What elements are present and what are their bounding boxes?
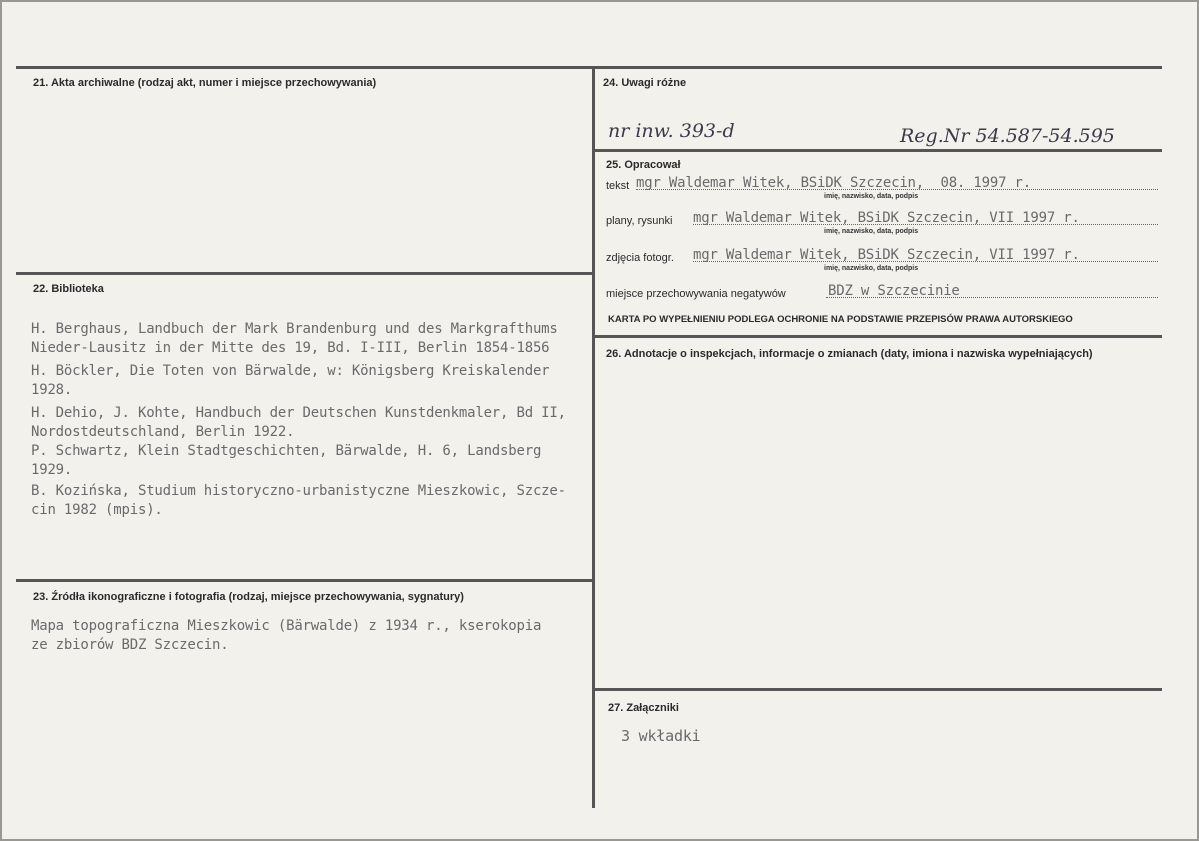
rule-26-27 <box>595 688 1162 691</box>
attachments-text: 3 wkładki <box>621 727 701 745</box>
section-26-title: 26. Adnotacje o inspekcjach, informacje o zmianach (daty, imiona i nazwiska wypełniających) <box>606 348 1093 360</box>
field-value-text: mgr Waldemar Witek, BSiDK Szczecin, 08. 1997 r. <box>636 175 1031 191</box>
column-divider <box>592 66 595 808</box>
iconography-text: Mapa topograficzna Mieszkowic (Bärwalde) z 1934 r., kserokopia ze zbiorów BDZ Szczecin. <box>31 618 542 653</box>
dotted-line <box>693 224 1158 225</box>
field-hint: imię, nazwisko, data, podpis <box>824 265 919 272</box>
field-label-photos: zdjęcia fotogr. <box>606 252 674 264</box>
bibliography-entry: H. Böckler, Die Toten von Bärwalde, w: Königsberg Kreiskalender 1928. <box>31 363 550 398</box>
field-value-plans: mgr Waldemar Witek, BSiDK Szczecin, VII 1997 r. <box>693 210 1080 226</box>
bibliography-entry: H. Berghaus, Landbuch der Mark Brandenburg und des Markgrafthums Nieder-Lausitz in der Mitte des 19, Bd. I-III, Berlin 1854-1856 <box>31 321 558 356</box>
field-value-negatives: BDZ w Szczecinie <box>828 283 960 299</box>
field-label-text: tekst <box>606 180 630 192</box>
section-21-title: 21. Akta archiwalne (rodzaj akt, numer i miejsce przechowywania) <box>33 77 377 89</box>
field-label-negatives: miejsce przechowywania negatywów <box>606 288 786 300</box>
dotted-line <box>826 297 1158 298</box>
rule-24-25 <box>595 149 1162 152</box>
section-25-title: 25. Opracował <box>606 159 681 171</box>
field-hint: imię, nazwisko, data, podpis <box>824 228 919 235</box>
rule-21-22 <box>16 272 592 275</box>
section-24-title: 24. Uwagi różne <box>603 77 687 89</box>
bibliography-entry: B. Kozińska, Studium historyczno-urbanistyczne Mieszkowic, Szcze- cin 1982 (mpis). <box>31 483 566 518</box>
rule-25-26 <box>595 335 1162 338</box>
field-label-plans: plany, rysunki <box>606 215 673 227</box>
register-number-handwritten: Reg.Nr 54.587-54.595 <box>900 125 1115 147</box>
dotted-line <box>693 261 1158 262</box>
dotted-line <box>636 189 1158 190</box>
rule-22-23 <box>16 579 592 582</box>
field-hint: imię, nazwisko, data, podpis <box>824 193 919 200</box>
inventory-number-handwritten: nr inw. 393-d <box>608 120 735 142</box>
field-value-photos: mgr Waldemar Witek, BSiDK Szczecin, VII 1997 r. <box>693 247 1080 263</box>
copyright-notice: KARTA PO WYPEŁNIENIU PODLEGA OCHRONIE NA PODSTAWIE PRZEPISÓW PRAWA AUTORSKIEGO <box>608 314 1073 325</box>
section-23-title: 23. Źródła ikonograficzne i fotografia (rodzaj, miejsce przechowywania, sygnatury) <box>33 591 464 603</box>
section-27-title: 27. Załączniki <box>608 702 679 714</box>
top-rule <box>16 66 1162 69</box>
bibliography-entry: H. Dehio, J. Kohte, Handbuch der Deutschen Kunstdenkmaler, Bd II, Nordostdeutschland, Berlin 1922. P. Schwartz, Klein Stadtgeschichten, Bärwalde, H. 6, Landsberg 1929. <box>31 405 566 478</box>
section-22-title: 22. Biblioteka <box>33 283 104 295</box>
